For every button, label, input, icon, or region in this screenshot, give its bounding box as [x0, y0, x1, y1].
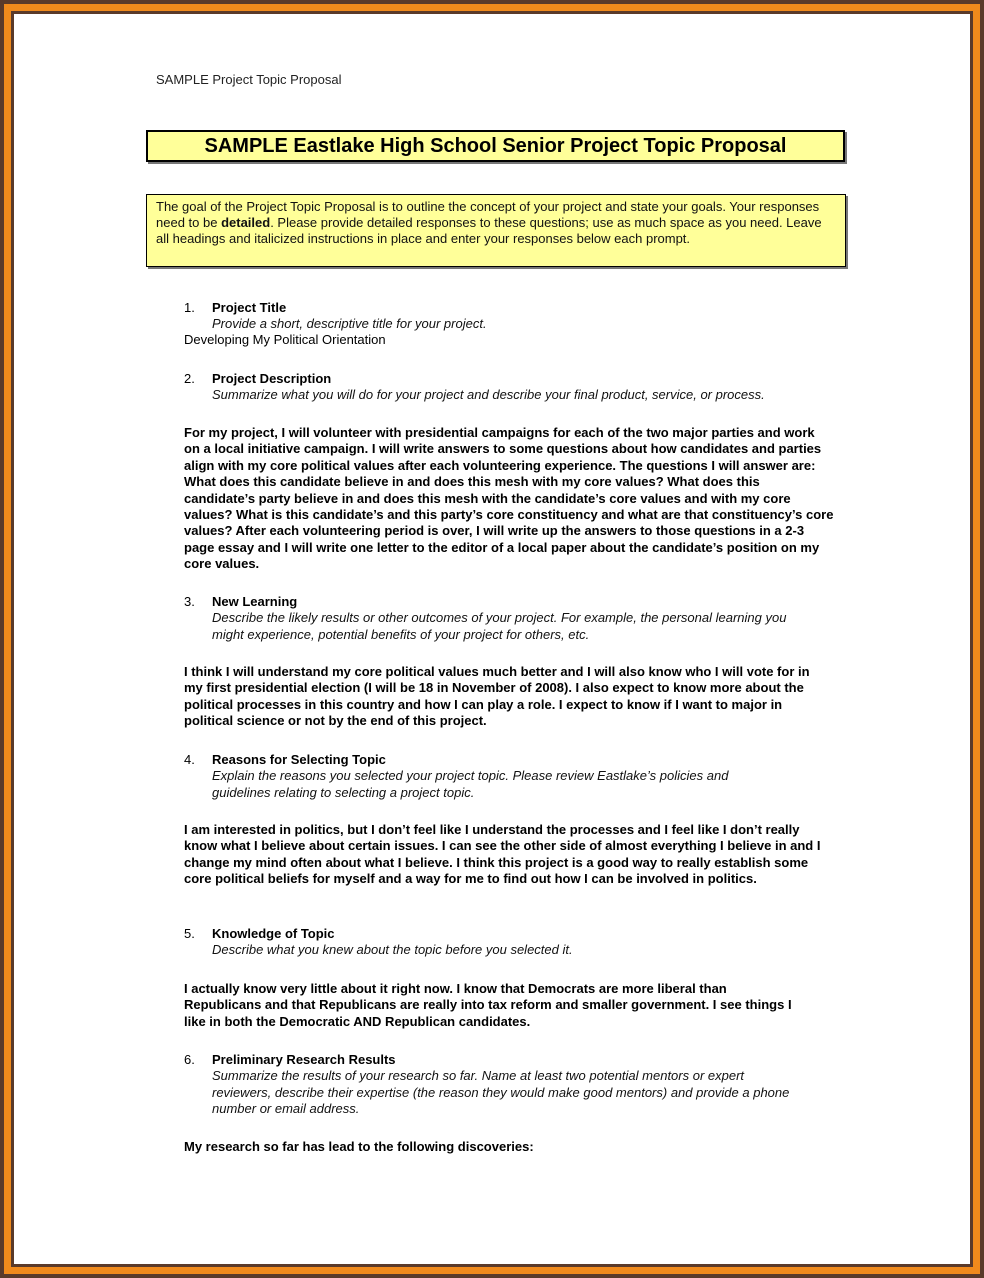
section-5-heading [184, 926, 335, 942]
section-number: 2. [184, 371, 195, 386]
section-2-response: For my project, I will volunteer with presidential campaigns for each of the two major parties and work on a local initiative campaign. I will write answers to some questions about how candidates and parties align with my core political values after each volunteering experience. The questions I will answer are: What does this candidate believe in and does this mesh with my core values? What does this candidate’s party believe in and does this mesh with the candidate’s core values and with my core values? What is this candidate’s and this party’s core constituency and what are that constituency’s core values? After each volunteering period is over, I will write up the answers to those questions in a 2-3 page essay and I will write one letter to the editor of a local paper about the candidate’s position on my core values. [184, 425, 834, 572]
section-4-heading [184, 752, 386, 768]
section-4-response: I am interested in politics, but I don’t feel like I understand the processes and I feel like I don’t really know what I believe about certain issues. I can see the other side of almost everything I believe in and I change my mind often about what I believe. I think this project is a good way to really establish some core political beliefs for myself and a way for me to find out how I can be involved in politics. [184, 822, 821, 887]
section-6-instruction: Summarize the results of your research so far. Name at least two potential mentors or expert reviewers, describe their expertise (the reason they would make good mentors) and provide a phone number or email address. [212, 1068, 790, 1116]
section-number: 1. [184, 300, 195, 315]
intro-bold-word: detailed [221, 215, 271, 230]
section-5-instruction: Describe what you knew about the topic before you selected it. [212, 942, 573, 957]
intro-box [146, 194, 846, 267]
section-5-response: I actually know very little about it right now. I know that Democrats are more liberal than Republicans and that Republicans are really into tax reform and smaller government. I see things I like in both the Democratic AND Republican candidates. [184, 981, 792, 1029]
section-3-instruction: Describe the likely results or other outcomes of your project. For example, the personal learning you might experience, potential benefits of your project for others, etc. [212, 610, 787, 642]
document-title: SAMPLE Eastlake High School Senior Project Topic Proposal [146, 130, 845, 162]
section-3-heading [184, 594, 297, 610]
section-2-instruction: Summarize what you will do for your project and describe your final product, service, or process. [212, 387, 765, 402]
section-1-heading [184, 300, 286, 316]
section-label: Reasons for Selecting Topic [212, 752, 386, 767]
section-6-heading [184, 1052, 396, 1068]
intro-text-2: . Please provide detailed responses to these questions; use as much space as you need. Leave all headings and italicized instructions in place and enter your responses below each prompt. [156, 215, 822, 246]
section-1-response: Developing My Political Orientation [184, 332, 386, 347]
section-number: 5. [184, 926, 195, 941]
section-1-instruction: Provide a short, descriptive title for your project. [212, 316, 487, 331]
section-label: Knowledge of Topic [212, 926, 335, 941]
section-number: 3. [184, 594, 195, 609]
section-2-heading [184, 371, 331, 387]
section-3-response: I think I will understand my core political values much better and I will also know who I will vote for in my first presidential election (I will be 18 in November of 2008). I also expect to know more about the political processes in this country and how I can play a role. I expect to know if I want to major in political science or not by the end of this project. [184, 664, 810, 729]
running-header: SAMPLE Project Topic Proposal [156, 72, 342, 87]
section-number: 6. [184, 1052, 195, 1067]
section-label: Project Title [212, 300, 287, 315]
section-number: 4. [184, 752, 195, 767]
section-4-instruction: Explain the reasons you selected your project topic. Please review Eastlake’s policies and guidelines relating to selecting a project topic. [212, 768, 729, 800]
section-label: Project Description [212, 371, 332, 386]
section-label: Preliminary Research Results [212, 1052, 396, 1067]
intro-text-1: The goal of the Project Topic Proposal is to outline the concept of your project and state your goals. Your responses need to be [156, 199, 820, 230]
section-label: New Learning [212, 594, 298, 609]
section-6-response: My research so far has lead to the following discoveries: [184, 1139, 534, 1154]
